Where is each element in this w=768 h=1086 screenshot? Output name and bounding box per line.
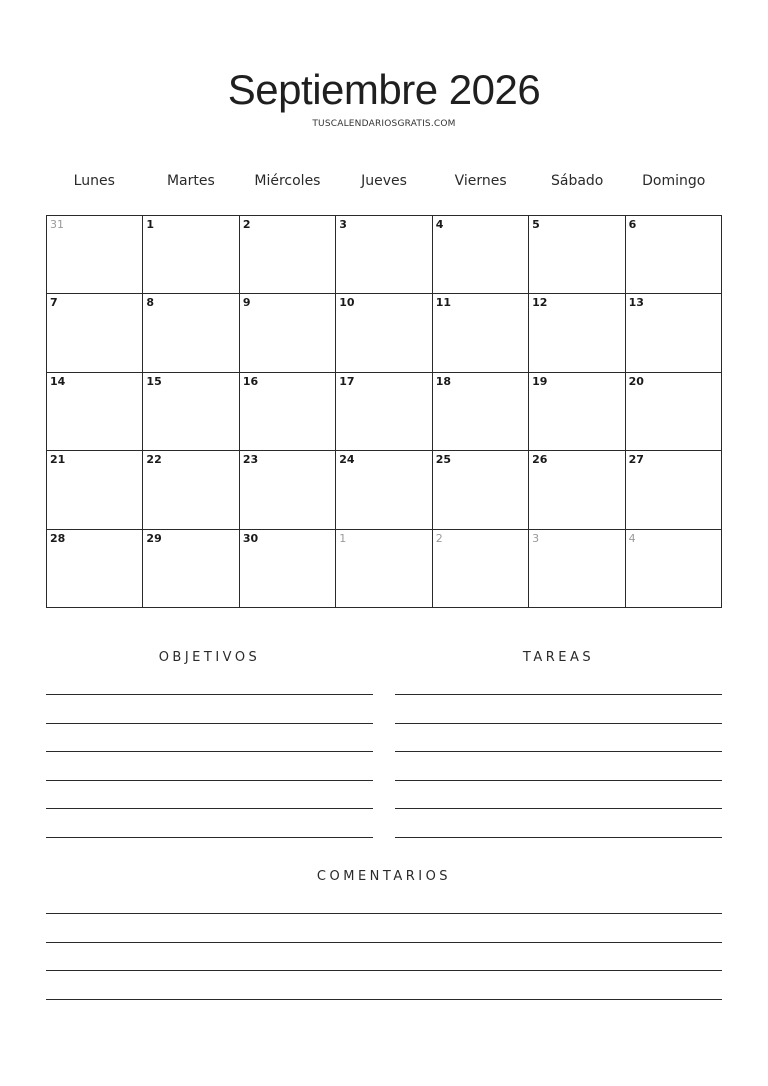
day-number: 17 bbox=[339, 374, 355, 388]
day-cell bbox=[626, 294, 722, 372]
day-number: 5 bbox=[532, 218, 540, 231]
day-cell bbox=[529, 530, 625, 608]
calendar-grid bbox=[46, 215, 722, 608]
day-cell bbox=[47, 530, 143, 608]
day-number: 20 bbox=[628, 374, 644, 388]
day-number: 3 bbox=[532, 531, 540, 545]
objetivos-line bbox=[46, 751, 373, 752]
tareas-line bbox=[395, 694, 722, 695]
comentarios-heading: COMENTARIOS bbox=[316, 869, 452, 884]
day-cell bbox=[240, 530, 336, 608]
objetivos-line bbox=[46, 723, 373, 724]
day-cell bbox=[47, 216, 143, 294]
day-number: 1 bbox=[146, 218, 155, 231]
day-number: 24 bbox=[339, 453, 355, 467]
tareas-line bbox=[395, 751, 722, 752]
day-cell bbox=[47, 373, 143, 451]
page-title: Septiembre 2026 bbox=[227, 66, 541, 113]
day-number: 30 bbox=[242, 531, 259, 545]
day-number: 21 bbox=[50, 453, 66, 467]
comentarios-line bbox=[46, 942, 722, 943]
day-cell bbox=[433, 294, 529, 372]
day-number: 1 bbox=[339, 531, 347, 545]
tareas-line bbox=[395, 808, 722, 809]
objetivos-line bbox=[46, 837, 373, 838]
day-cell bbox=[433, 530, 529, 608]
day-number: 3 bbox=[339, 218, 347, 231]
objetivos-heading: OBJETIVOS bbox=[158, 650, 261, 665]
day-cell bbox=[143, 373, 239, 451]
weekday-label: Miércoles bbox=[254, 173, 321, 189]
day-cell bbox=[240, 216, 336, 294]
weekday-label: Sábado bbox=[550, 173, 604, 189]
day-number: 31 bbox=[50, 218, 64, 231]
weekday-label: Lunes bbox=[73, 173, 115, 189]
day-number: 13 bbox=[628, 296, 644, 310]
day-number: 4 bbox=[435, 218, 444, 231]
comentarios-line bbox=[46, 970, 722, 971]
day-cell bbox=[336, 530, 432, 608]
day-cell bbox=[336, 216, 432, 294]
tareas-line bbox=[395, 780, 722, 781]
day-cell bbox=[626, 530, 722, 608]
website-label: TUSCALENDARIOSGRATIS.COM bbox=[312, 119, 456, 129]
weekday-label: Viernes bbox=[454, 173, 507, 189]
comentarios-line bbox=[46, 913, 722, 914]
day-cell bbox=[336, 451, 432, 529]
day-cell bbox=[240, 373, 336, 451]
day-cell bbox=[433, 451, 529, 529]
day-number: 12 bbox=[532, 296, 548, 310]
day-cell bbox=[143, 530, 239, 608]
day-number: 25 bbox=[435, 453, 452, 467]
day-number: 19 bbox=[532, 374, 548, 388]
day-cell bbox=[529, 373, 625, 451]
day-cell bbox=[529, 216, 625, 294]
day-cell bbox=[626, 373, 722, 451]
day-cell bbox=[240, 294, 336, 372]
day-number: 22 bbox=[146, 453, 162, 467]
day-number: 11 bbox=[435, 296, 452, 310]
objetivos-line bbox=[46, 694, 373, 695]
comentarios-line bbox=[46, 999, 722, 1000]
day-cell bbox=[47, 451, 143, 529]
day-number: 10 bbox=[339, 296, 355, 310]
weekday-label: Martes bbox=[166, 173, 215, 189]
day-cell bbox=[433, 216, 529, 294]
day-number: 6 bbox=[628, 218, 637, 231]
day-cell bbox=[626, 216, 722, 294]
day-number: 18 bbox=[435, 374, 452, 388]
day-number: 27 bbox=[628, 453, 644, 467]
day-number: 8 bbox=[146, 296, 155, 310]
day-number: 28 bbox=[50, 531, 66, 545]
day-number: 29 bbox=[146, 531, 162, 545]
objetivos-line bbox=[46, 780, 373, 781]
day-cell bbox=[626, 451, 722, 529]
day-cell bbox=[143, 216, 239, 294]
weekday-label: Domingo bbox=[642, 173, 706, 189]
day-number: 14 bbox=[50, 374, 66, 388]
day-number: 9 bbox=[242, 296, 251, 310]
weekday-label: Jueves bbox=[361, 173, 407, 189]
day-number: 2 bbox=[242, 218, 251, 231]
day-cell bbox=[47, 294, 143, 372]
tareas-line bbox=[395, 837, 722, 838]
day-cell bbox=[529, 451, 625, 529]
day-number: 23 bbox=[242, 453, 259, 467]
day-number: 15 bbox=[146, 374, 162, 388]
day-cell bbox=[529, 294, 625, 372]
day-cell bbox=[336, 294, 432, 372]
day-number: 26 bbox=[532, 453, 548, 467]
day-number: 4 bbox=[628, 531, 636, 545]
objetivos-line bbox=[46, 808, 373, 809]
tareas-heading: TAREAS bbox=[522, 650, 595, 665]
day-cell bbox=[143, 451, 239, 529]
day-number: 7 bbox=[50, 296, 58, 310]
day-number: 2 bbox=[435, 531, 443, 545]
tareas-line bbox=[395, 723, 722, 724]
day-cell bbox=[143, 294, 239, 372]
day-cell bbox=[433, 373, 529, 451]
day-cell bbox=[336, 373, 432, 451]
weekday-header bbox=[46, 170, 722, 192]
day-number: 16 bbox=[242, 374, 259, 388]
day-cell bbox=[240, 451, 336, 529]
